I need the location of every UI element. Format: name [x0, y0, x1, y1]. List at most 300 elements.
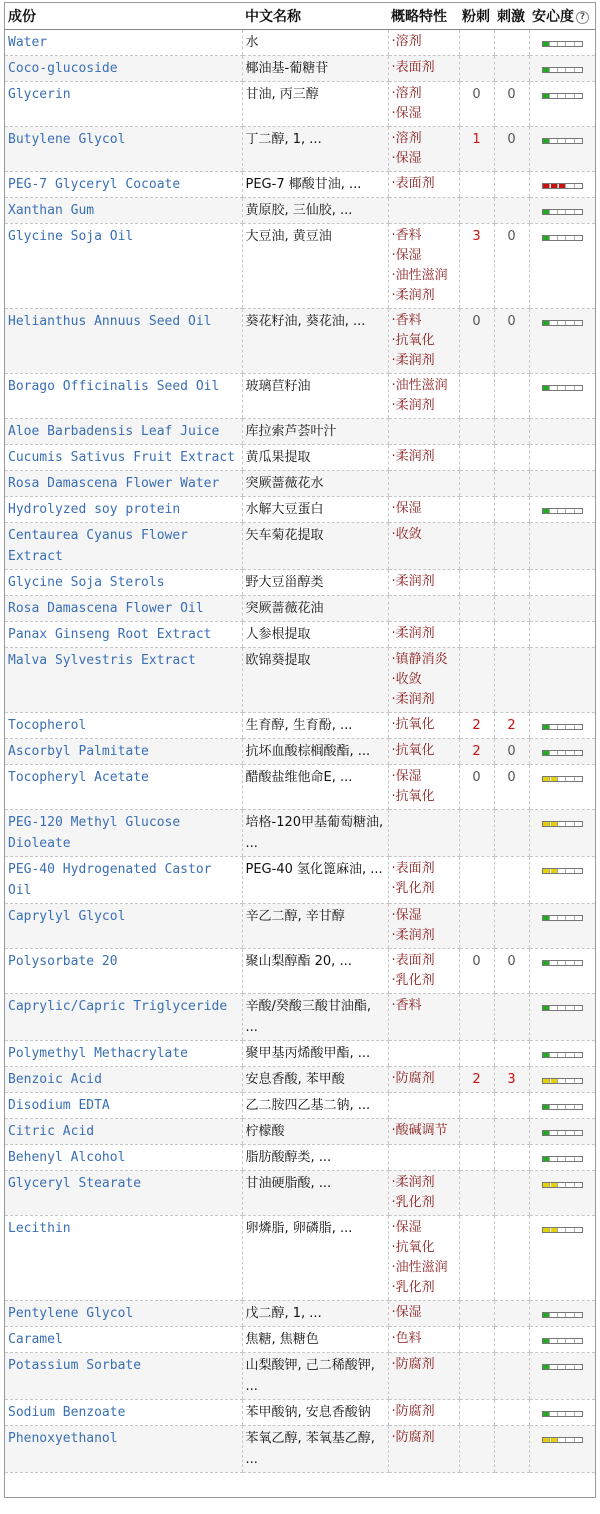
- function-tag[interactable]: · 保湿: [392, 1303, 459, 1323]
- cell-function: [388, 127, 459, 172]
- function-tag[interactable]: · 溶剂: [392, 129, 459, 149]
- ingredient-link[interactable]: Polysorbate 20: [8, 954, 118, 969]
- cell-acne: [459, 810, 494, 857]
- safety-bar: [542, 1411, 583, 1417]
- cell-irritant: [494, 857, 529, 904]
- header-irritant[interactable]: 刺激: [494, 3, 529, 30]
- irritant-rating: 3: [507, 1072, 516, 1087]
- chinese-name: 大豆油, 黄豆油: [245, 229, 332, 244]
- function-tag[interactable]: · 防腐剂: [392, 1428, 459, 1448]
- ingredient-link[interactable]: Disodium EDTA: [8, 1098, 110, 1113]
- table-row: [5, 622, 595, 648]
- table-row: [5, 1093, 595, 1119]
- ingredient-link[interactable]: Benzoic Acid: [8, 1072, 102, 1087]
- acne-rating: 2: [472, 1072, 481, 1087]
- cell-safety: [529, 1426, 595, 1473]
- table-row: [5, 224, 595, 309]
- function-tag[interactable]: · 色料: [392, 1329, 459, 1349]
- safety-segment: [567, 1157, 574, 1161]
- cell-acne: [459, 949, 494, 994]
- ingredient-link[interactable]: Rosa Damascena Flower Water: [8, 476, 220, 491]
- safety-bar: [542, 1364, 583, 1370]
- ingredient-link[interactable]: Borago Officinalis Seed Oil: [8, 379, 220, 394]
- irritant-rating: 0: [507, 87, 516, 102]
- function-tag[interactable]: · 保湿: [392, 499, 459, 519]
- cell-chinese-name: [242, 994, 388, 1041]
- safety-segment: [559, 1053, 566, 1057]
- safety-segment: [559, 321, 566, 325]
- function-tag[interactable]: · 保湿: [392, 104, 459, 124]
- ingredient-link[interactable]: Glycine Soja Sterols: [8, 575, 165, 590]
- cell-ingredient: [5, 1145, 242, 1171]
- table-row: [5, 1067, 595, 1093]
- function-tag[interactable]: · 柔润剂: [392, 351, 459, 371]
- cell-ingredient: [5, 1301, 242, 1327]
- cell-function: [388, 596, 459, 622]
- cell-function: [388, 648, 459, 713]
- cell-chinese-name: [242, 1067, 388, 1093]
- cell-chinese-name: [242, 857, 388, 904]
- function-tag[interactable]: · 柔润剂: [392, 572, 459, 592]
- safety-segment: [567, 1365, 574, 1369]
- function-tag[interactable]: · 表面剂: [392, 58, 459, 78]
- function-tag[interactable]: · 乳化剂: [392, 1278, 459, 1298]
- table-row: [5, 765, 595, 810]
- function-tag[interactable]: · 油性滋润: [392, 376, 459, 396]
- acne-rating: 2: [472, 718, 481, 733]
- safety-segment: [551, 916, 558, 920]
- safety-segment: [576, 509, 582, 513]
- chinese-name: 矢车菊花提取: [245, 528, 324, 543]
- function-tag[interactable]: · 抗氧化: [392, 787, 459, 807]
- safety-segment: [543, 1438, 550, 1442]
- chinese-name: 水: [245, 35, 259, 50]
- safety-segment: [551, 1006, 558, 1010]
- cell-chinese-name: [242, 739, 388, 765]
- function-tag[interactable]: · 表面剂: [392, 174, 459, 194]
- safety-segment: [559, 1313, 566, 1317]
- ingredient-link[interactable]: Coco-glucoside: [8, 61, 118, 76]
- safety-segment: [551, 1412, 558, 1416]
- function-tag[interactable]: · 香料: [392, 311, 459, 331]
- safety-segment: [559, 139, 566, 143]
- cell-acne: [459, 570, 494, 596]
- ingredient-link[interactable]: Caprylic/Capric Triglyceride: [8, 999, 228, 1014]
- irritant-rating: 0: [507, 132, 516, 147]
- table-row: [5, 857, 595, 904]
- ingredient-link[interactable]: Glycine Soja Oil: [8, 229, 134, 244]
- ingredient-link[interactable]: PEG-40 Hydrogenated Castor Oil: [8, 862, 212, 898]
- cell-safety: [529, 1093, 595, 1119]
- function-tag[interactable]: · 防腐剂: [392, 1069, 459, 1089]
- ingredient-link[interactable]: Rosa Damascena Flower Oil: [8, 601, 204, 616]
- function-tag[interactable]: · 抗氧化: [392, 331, 459, 351]
- table-row: [5, 1353, 595, 1400]
- cell-function: [388, 1426, 459, 1473]
- safety-segment: [559, 68, 566, 72]
- table-row: [5, 949, 595, 994]
- safety-bar: [542, 1130, 583, 1136]
- safety-segment: [567, 777, 574, 781]
- chinese-name: 人参根提取: [245, 627, 311, 642]
- cell-safety: [529, 30, 595, 56]
- safety-segment: [576, 386, 582, 390]
- function-tag[interactable]: · 表面剂: [392, 859, 459, 879]
- ingredient-link[interactable]: Xanthan Gum: [8, 203, 95, 218]
- cell-safety: [529, 1067, 595, 1093]
- cell-function: [388, 1145, 459, 1171]
- cell-acne: [459, 1327, 494, 1353]
- safety-segment: [543, 777, 550, 781]
- cell-acne: [459, 374, 494, 419]
- safety-bar: [542, 776, 583, 782]
- safety-segment: [567, 751, 574, 755]
- cell-ingredient: [5, 127, 242, 172]
- cell-irritant: [494, 374, 529, 419]
- safety-segment: [576, 725, 582, 729]
- function-tag[interactable]: · 溶剂: [392, 84, 459, 104]
- function-tag[interactable]: · 保湿: [392, 149, 459, 169]
- cell-acne: [459, 648, 494, 713]
- ingredient-link[interactable]: Water: [8, 35, 48, 50]
- safety-segment: [543, 236, 550, 240]
- cell-irritant: [494, 1119, 529, 1145]
- cell-ingredient: [5, 419, 242, 445]
- safety-segment: [551, 210, 558, 214]
- function-tag[interactable]: · 防腐剂: [392, 1402, 459, 1422]
- safety-segment: [559, 751, 566, 755]
- cell-acne: [459, 1171, 494, 1216]
- header-function[interactable]: 概略特性: [388, 3, 459, 30]
- safety-segment: [567, 869, 574, 873]
- cell-chinese-name: [242, 1216, 388, 1301]
- ingredient-link[interactable]: Aloe Barbadensis Leaf Juice: [8, 424, 220, 439]
- cell-irritant: [494, 127, 529, 172]
- ingredient-link[interactable]: Panax Ginseng Root Extract: [8, 627, 212, 642]
- chinese-name: 柠檬酸: [245, 1124, 285, 1139]
- cell-chinese-name: [242, 419, 388, 445]
- function-tag[interactable]: · 乳化剂: [392, 1193, 459, 1213]
- safety-segment: [559, 386, 566, 390]
- table-row: [5, 1041, 595, 1067]
- function-tag[interactable]: · 柔润剂: [392, 1173, 459, 1193]
- cell-ingredient: [5, 1041, 242, 1067]
- ingredient-link[interactable]: Polymethyl Methacrylate: [8, 1046, 189, 1061]
- function-tag[interactable]: · 抗氧化: [392, 715, 459, 735]
- function-tag[interactable]: · 乳化剂: [392, 971, 459, 991]
- cell-safety: [529, 374, 595, 419]
- cell-irritant: [494, 904, 529, 949]
- safety-segment: [551, 1228, 558, 1232]
- cell-function: [388, 1353, 459, 1400]
- cell-irritant: [494, 570, 529, 596]
- acne-rating: 0: [472, 314, 481, 329]
- cell-safety: [529, 994, 595, 1041]
- ingredient-link[interactable]: Glyceryl Stearate: [8, 1176, 142, 1191]
- safety-bar: [542, 209, 583, 215]
- safety-bar: [542, 508, 583, 514]
- header-ingredient[interactable]: 成份: [5, 3, 242, 30]
- safety-segment: [543, 1365, 550, 1369]
- cell-function: [388, 497, 459, 523]
- cell-safety: [529, 1400, 595, 1426]
- ingredient-link[interactable]: Sodium Benzoate: [8, 1405, 126, 1420]
- cell-acne: [459, 172, 494, 198]
- cell-acne: [459, 1216, 494, 1301]
- cell-function: [388, 1301, 459, 1327]
- safety-bar: [542, 960, 583, 966]
- cell-safety: [529, 1171, 595, 1216]
- cell-function: [388, 1119, 459, 1145]
- safety-segment: [551, 1105, 558, 1109]
- safety-segment: [567, 1183, 574, 1187]
- acne-rating: 0: [472, 954, 481, 969]
- cell-function: [388, 1171, 459, 1216]
- safety-segment: [543, 916, 550, 920]
- function-tag[interactable]: · 香料: [392, 996, 459, 1016]
- cell-safety: [529, 1301, 595, 1327]
- ingredient-link[interactable]: Behenyl Alcohol: [8, 1150, 126, 1165]
- function-tag[interactable]: · 溶剂: [392, 32, 459, 52]
- cell-function: [388, 739, 459, 765]
- cell-function: [388, 1216, 459, 1301]
- safety-segment: [559, 1438, 566, 1442]
- safety-segment: [551, 236, 558, 240]
- safety-segment: [559, 210, 566, 214]
- cell-irritant: [494, 739, 529, 765]
- ingredient-link[interactable]: Citric Acid: [8, 1124, 95, 1139]
- safety-segment: [559, 961, 566, 965]
- table-row: [5, 127, 595, 172]
- cell-irritant: [494, 30, 529, 56]
- cell-safety: [529, 596, 595, 622]
- safety-segment: [543, 94, 550, 98]
- safety-segment: [551, 961, 558, 965]
- safety-segment: [559, 1365, 566, 1369]
- function-tag[interactable]: · 柔润剂: [392, 624, 459, 644]
- cell-acne: [459, 471, 494, 497]
- header-safety[interactable]: [529, 3, 595, 30]
- function-tag[interactable]: · 乳化剂: [392, 879, 459, 899]
- acne-rating: 3: [472, 229, 481, 244]
- cell-safety: [529, 56, 595, 82]
- cell-function: [388, 471, 459, 497]
- function-tag[interactable]: · 表面剂: [392, 951, 459, 971]
- function-tag[interactable]: · 柔润剂: [392, 286, 459, 306]
- cell-ingredient: [5, 30, 242, 56]
- ingredient-link[interactable]: Centaurea Cyanus Flower Extract: [8, 528, 189, 564]
- safety-segment: [551, 509, 558, 513]
- safety-bar: [542, 1104, 583, 1110]
- cell-irritant: [494, 224, 529, 309]
- safety-segment: [551, 869, 558, 873]
- safety-segment: [543, 1183, 550, 1187]
- function-tag[interactable]: · 保湿: [392, 767, 459, 787]
- safety-segment: [576, 184, 582, 188]
- safety-segment: [551, 1438, 558, 1442]
- safety-segment: [567, 725, 574, 729]
- function-tag[interactable]: · 保湿: [392, 906, 459, 926]
- cell-safety: [529, 765, 595, 810]
- cell-irritant: [494, 1171, 529, 1216]
- cell-chinese-name: [242, 1093, 388, 1119]
- safety-segment: [559, 42, 566, 46]
- cell-acne: [459, 1145, 494, 1171]
- cell-ingredient: [5, 596, 242, 622]
- safety-segment: [543, 210, 550, 214]
- safety-segment: [551, 68, 558, 72]
- cell-ingredient: [5, 471, 242, 497]
- safety-segment: [576, 94, 582, 98]
- table-row: [5, 56, 595, 82]
- safety-segment: [559, 1105, 566, 1109]
- cell-function: [388, 56, 459, 82]
- cell-acne: [459, 198, 494, 224]
- function-tag[interactable]: · 香料: [392, 226, 459, 246]
- cell-irritant: [494, 596, 529, 622]
- safety-bar: [542, 41, 583, 47]
- cell-function: [388, 810, 459, 857]
- ingredient-link[interactable]: Tocopherol: [8, 718, 87, 733]
- cell-ingredient: [5, 570, 242, 596]
- ingredient-link[interactable]: Tocopheryl Acetate: [8, 770, 149, 785]
- cell-ingredient: [5, 904, 242, 949]
- ingredient-link[interactable]: Caramel: [8, 1332, 63, 1347]
- cell-chinese-name: [242, 497, 388, 523]
- ingredient-link[interactable]: Potassium Sorbate: [8, 1358, 142, 1373]
- safety-segment: [576, 42, 582, 46]
- function-tag[interactable]: · 镇静消炎: [392, 650, 459, 670]
- cell-chinese-name: [242, 445, 388, 471]
- safety-segment: [576, 1438, 582, 1442]
- chinese-name: 抗坏血酸棕榈酸酯, ...: [245, 744, 371, 759]
- function-tag[interactable]: · 柔润剂: [392, 447, 459, 467]
- safety-segment: [567, 386, 574, 390]
- table-row: [5, 445, 595, 471]
- function-tag[interactable]: · 保湿: [392, 246, 459, 266]
- safety-segment: [576, 210, 582, 214]
- safety-segment: [551, 1157, 558, 1161]
- cell-safety: [529, 309, 595, 374]
- cell-ingredient: [5, 713, 242, 739]
- function-tag[interactable]: · 收敛: [392, 525, 459, 545]
- header-acne[interactable]: 粉刺: [459, 3, 494, 30]
- ingredient-link[interactable]: Caprylyl Glycol: [8, 909, 126, 924]
- cell-function: [388, 82, 459, 127]
- cell-irritant: [494, 1426, 529, 1473]
- ingredient-link[interactable]: Butylene Glycol: [8, 132, 126, 147]
- acne-rating: 0: [472, 87, 481, 102]
- chinese-name: 辛酸/癸酸三酸甘油酯, ...: [245, 999, 372, 1035]
- acne-rating: 2: [472, 744, 481, 759]
- ingredient-link[interactable]: Lecithin: [8, 1221, 71, 1236]
- safety-segment: [559, 94, 566, 98]
- safety-segment: [543, 1006, 550, 1010]
- chinese-name: 玻璃苣籽油: [245, 379, 311, 394]
- ingredient-link[interactable]: Ascorbyl Palmitate: [8, 744, 149, 759]
- cell-chinese-name: [242, 56, 388, 82]
- help-icon[interactable]: ?: [576, 11, 589, 24]
- function-tag[interactable]: · 防腐剂: [392, 1355, 459, 1375]
- ingredient-link[interactable]: Helianthus Annuus Seed Oil: [8, 314, 212, 329]
- cell-irritant: [494, 1327, 529, 1353]
- function-tag[interactable]: · 抗氧化: [392, 1238, 459, 1258]
- table-row: [5, 1327, 595, 1353]
- table-row: [5, 497, 595, 523]
- cell-acne: [459, 497, 494, 523]
- function-tag[interactable]: · 保湿: [392, 1218, 459, 1238]
- header-chinese-name[interactable]: 中文名称: [242, 3, 388, 30]
- safety-bar: [542, 1005, 583, 1011]
- cell-chinese-name: [242, 309, 388, 374]
- chinese-name: 丁二醇, 1, ...: [245, 132, 322, 147]
- cell-acne: [459, 1119, 494, 1145]
- cell-chinese-name: [242, 570, 388, 596]
- chinese-name: 戊二醇, 1, ...: [245, 1306, 322, 1321]
- function-tag[interactable]: · 收敛: [392, 670, 459, 690]
- chinese-name: 辛乙二醇, 辛甘醇: [245, 909, 345, 924]
- safety-segment: [559, 916, 566, 920]
- table-row: [5, 1426, 595, 1473]
- function-tag[interactable]: · 油性滋润: [392, 266, 459, 286]
- cell-function: [388, 198, 459, 224]
- ingredient-link[interactable]: Cucumis Sativus Fruit Extract: [8, 450, 235, 465]
- cell-function: [388, 1041, 459, 1067]
- cell-chinese-name: [242, 374, 388, 419]
- function-tag[interactable]: · 油性滋润: [392, 1258, 459, 1278]
- cell-safety: [529, 713, 595, 739]
- ingredient-link[interactable]: PEG-120 Methyl Glucose Dioleate: [8, 815, 181, 851]
- ingredient-link[interactable]: Hydrolyzed soy protein: [8, 502, 181, 517]
- table-row: [5, 1400, 595, 1426]
- cell-acne: [459, 596, 494, 622]
- ingredient-link[interactable]: PEG-7 Glyceryl Cocoate: [8, 177, 181, 192]
- function-tag[interactable]: · 酸碱调节: [392, 1121, 459, 1141]
- safety-segment: [576, 1079, 582, 1083]
- function-tag[interactable]: · 柔润剂: [392, 926, 459, 946]
- function-tag[interactable]: · 柔润剂: [392, 396, 459, 416]
- cell-function: [388, 523, 459, 570]
- cell-irritant: [494, 1093, 529, 1119]
- cell-acne: [459, 1301, 494, 1327]
- cell-ingredient: [5, 198, 242, 224]
- cell-safety: [529, 471, 595, 497]
- ingredient-link[interactable]: Malva Sylvestris Extract: [8, 653, 196, 668]
- ingredient-link[interactable]: Phenoxyethanol: [8, 1431, 118, 1446]
- cell-irritant: [494, 1041, 529, 1067]
- cell-safety: [529, 198, 595, 224]
- irritant-rating: 0: [507, 229, 516, 244]
- cell-chinese-name: [242, 30, 388, 56]
- safety-segment: [576, 139, 582, 143]
- function-tag[interactable]: · 抗氧化: [392, 741, 459, 761]
- safety-segment: [551, 725, 558, 729]
- table-row: [5, 1145, 595, 1171]
- function-tag[interactable]: · 柔润剂: [392, 690, 459, 710]
- safety-segment: [576, 1105, 582, 1109]
- chinese-name: 苯甲酸钠, 安息香酸钠: [245, 1405, 371, 1420]
- cell-acne: [459, 82, 494, 127]
- cell-safety: [529, 224, 595, 309]
- table-row: [5, 309, 595, 374]
- cell-irritant: [494, 497, 529, 523]
- safety-segment: [559, 777, 566, 781]
- ingredient-link[interactable]: Glycerin: [8, 87, 71, 102]
- safety-segment: [567, 1438, 574, 1442]
- ingredient-link[interactable]: Pentylene Glycol: [8, 1306, 134, 1321]
- cell-function: [388, 765, 459, 810]
- safety-segment: [576, 1339, 582, 1343]
